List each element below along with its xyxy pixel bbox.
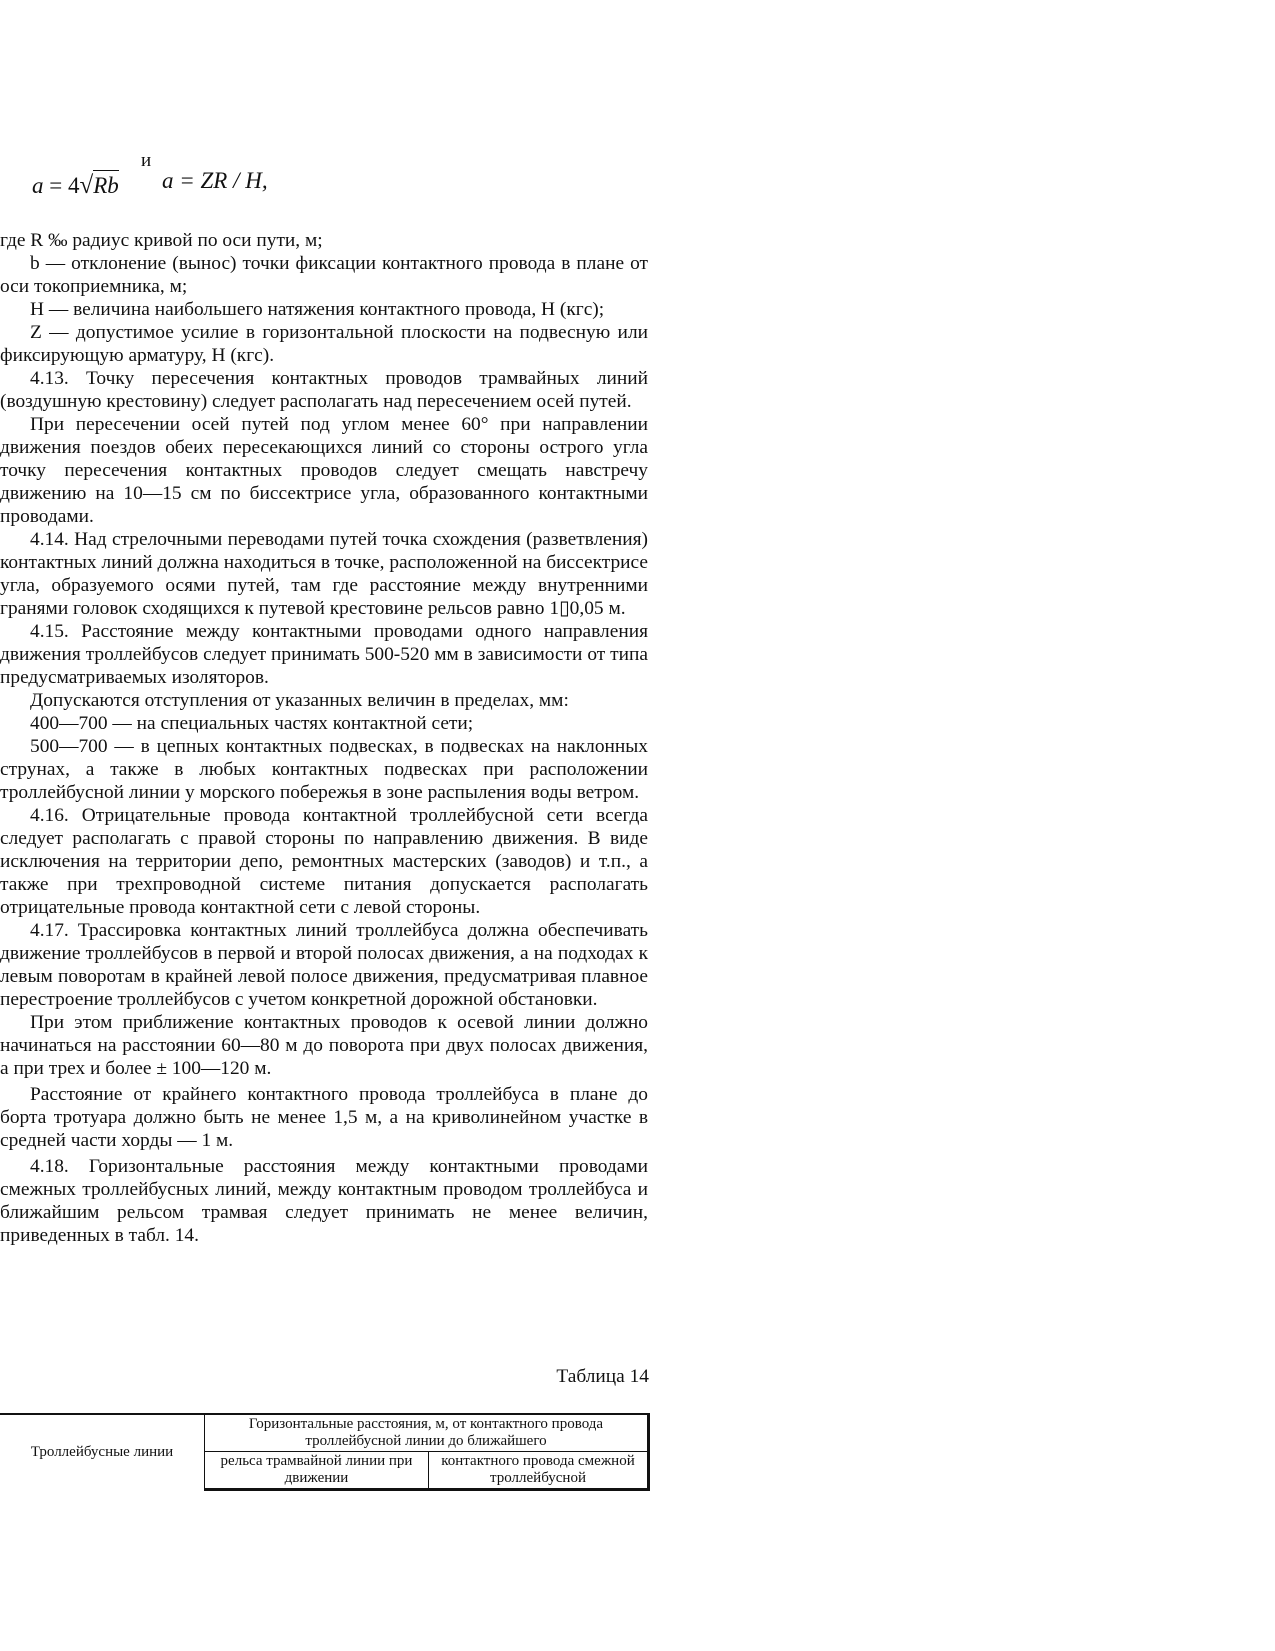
paragraph: 500—700 — в цепных контактных подвесках, в подвесках на наклонных струнах, а также в любых контактных подвесках при расположении троллейбусной линии у морского побережья в зоне распыления воды ветром. (0, 736, 648, 803)
formula-equals: = (49, 173, 63, 198)
formula-lhs: a (32, 173, 44, 198)
paragraph: 4.17. Трассировка контактных линий троллейбуса должна обеспечивать движение троллейбусов в первой и второй полосах движения, а на подходах к левым поворотам в крайней левой полосе движения, предусматривая плавное перестроение троллейбусов с учетом конкретной дорожной обстановки. (0, 920, 648, 1010)
paragraph: Расстояние от крайнего контактного провода троллейбуса в плане до борта тротуара должно быть не менее 1,5 м, а на криволинейном участке в средней части хорды — 1 м. (0, 1084, 648, 1151)
sqrt-sign: √ (79, 172, 94, 199)
paragraph: 4.16. Отрицательные провода контактной троллейбусной сети всегда следует располагать с правой стороны по направлению движения. В виде исключения на территории депо, ремонтных мастерских (заводов) и т.п., а также при трехпроводной системе питания допускается располагать отрицательные провода контактной сети с левой стороны. (0, 805, 648, 918)
formula-connector: и (141, 150, 152, 171)
paragraph: При пересечении осей путей под углом менее 60° при направлении движения поездов обеих пересекающихся линий со стороны острого угла точку пересечения контактных проводов следует смещать навстречу движению на 10—15 см по биссектрисе угла, образованного контактными проводами. (0, 414, 648, 527)
formula-a-zr-h: a = ZR / H, (162, 168, 268, 193)
table-14 (0, 1413, 650, 1491)
document-body (0, 229, 648, 1247)
paragraph: 400—700 — на специальных частях контактной сети; (30, 713, 474, 734)
paragraph: 4.18. Горизонтальные расстояния между контактными проводами смежных троллейбусных линий, между контактным проводом троллейбуса и ближайшим рельсом трамвая следует принимать не менее величин, приведенных в табл. 14. (0, 1156, 648, 1246)
paragraph: Допускаются отступления от указанных величин в пределах, мм: (30, 690, 569, 711)
paragraph: где R ‰ радиус кривой по оси пути, м; (0, 230, 323, 251)
column-header-tram-rail: рельса трамвайной линии при движении (205, 1452, 429, 1490)
formula-radicand: Rb (93, 170, 119, 198)
group-header-cell: Горизонтальные расстояния, м, от контактного провода троллейбусной линии до ближайшего (205, 1414, 649, 1452)
formula-coefficient: 4 (67, 173, 80, 198)
row-header-cell: Троллейбусные линии (0, 1414, 205, 1490)
paragraph: 4.14. Над стрелочными переводами путей точка схождения (разветвления) контактных линий должна находиться в точке, расположенной на биссектрисе угла, образуемого осями путей, там где расстояние между внутренними гранями головок сходящихся к путевой крестовине рельсов равно 1▯0,05 м. (0, 529, 648, 619)
paragraph: Z — допустимое усилие в горизонтальной плоскости на подвесную или фиксирующую арматуру, Н (кгс). (0, 322, 648, 366)
paragraph: 4.13. Точку пересечения контактных проводов трамвайных линий (воздушную крестовину) следует располагать над пересечением осей путей. (0, 368, 648, 412)
paragraph: H — величина наибольшего натяжения контактного провода, Н (кгс); (30, 299, 605, 320)
paragraph: 4.15. Расстояние между контактными проводами одного направления движения троллейбусов следует принимать 500-520 мм в зависимости от типа предусматриваемых изоляторов. (0, 621, 648, 688)
formula-a-sqrt (32, 172, 119, 200)
table-caption: Таблица 14 (556, 1366, 649, 1387)
paragraph: При этом приближение контактных проводов к осевой линии должно начинаться на расстоянии 60—80 м до поворота при двух полосах движения, а при трех и более ± 100—120 м. (0, 1012, 648, 1079)
column-header-trolleybus-wire: контактного провода смежной троллейбусной (429, 1452, 649, 1490)
paragraph: b — отклонение (вынос) точки фиксации контактного провода в плане от оси токоприемника, м; (0, 253, 648, 297)
